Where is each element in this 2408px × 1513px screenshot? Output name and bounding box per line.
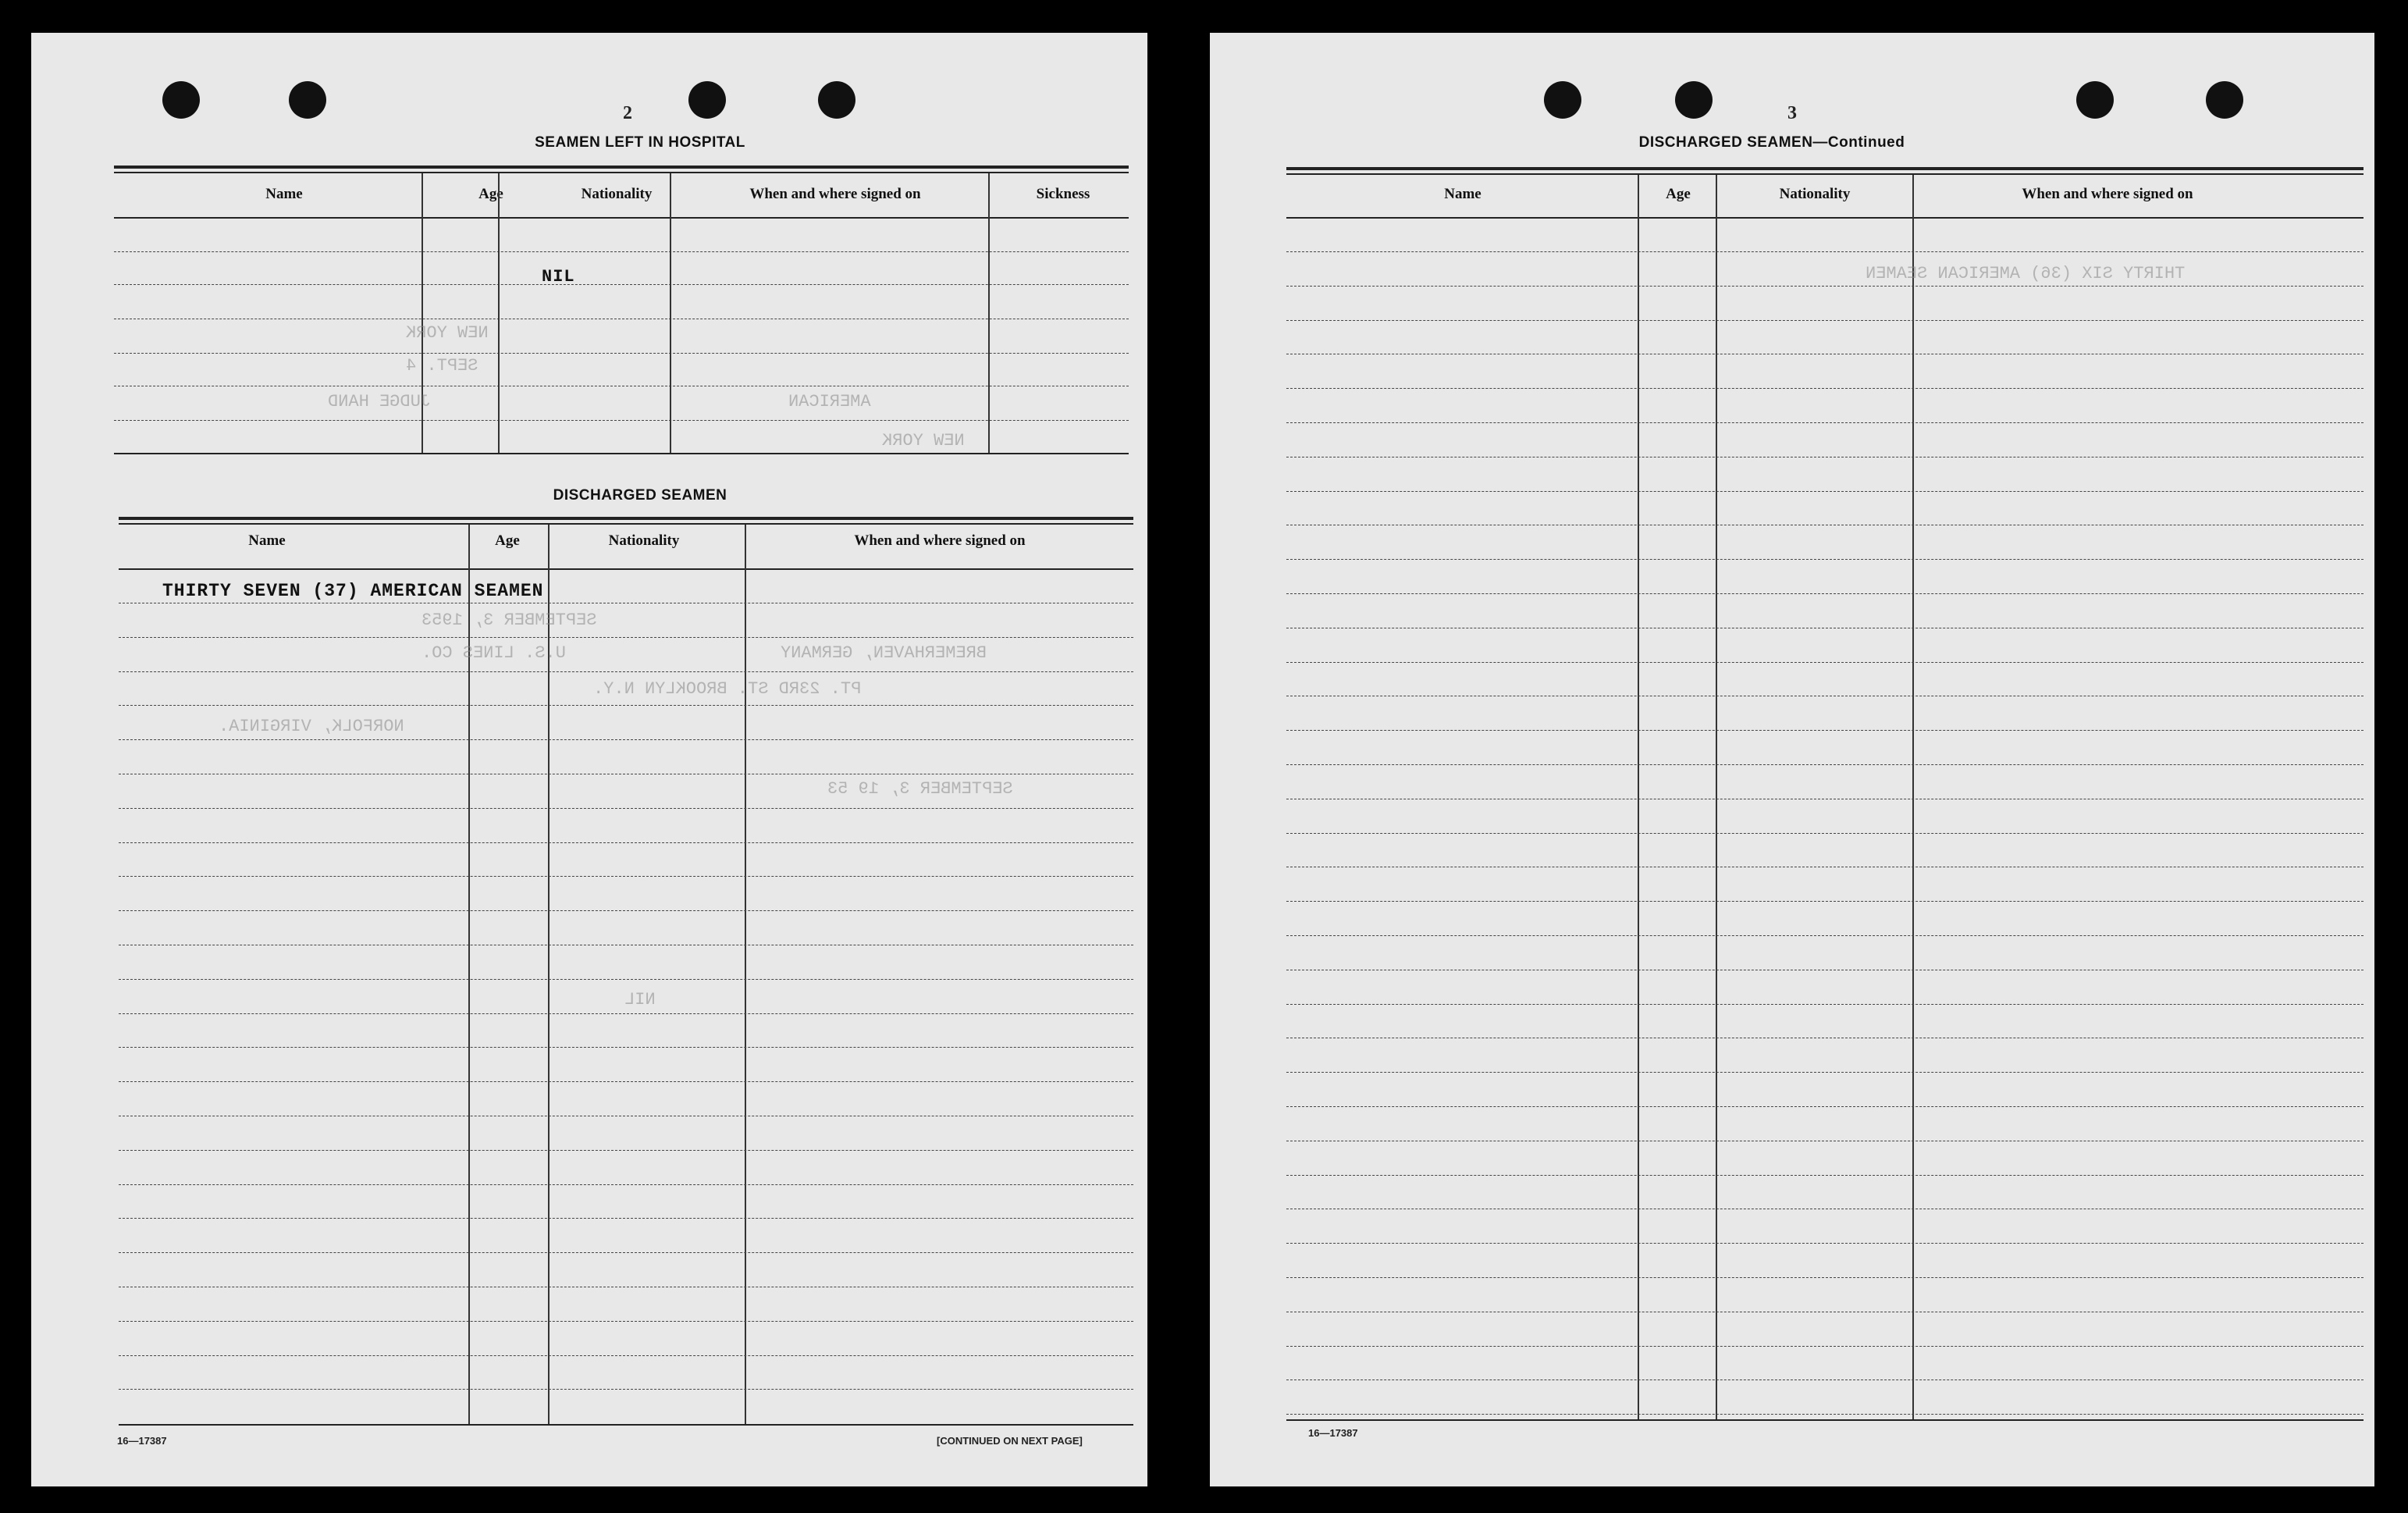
row-line: [119, 671, 1133, 672]
row-line: [1286, 730, 2364, 731]
hospital-title: SEAMEN LEFT IN HOSPITAL: [535, 134, 745, 151]
row-line: [1286, 491, 2364, 492]
row-line: [119, 842, 1133, 843]
continued-note: [CONTINUED ON NEXT PAGE]: [937, 1435, 1083, 1447]
col-divider: [1716, 175, 1717, 1419]
row-line: [1286, 1004, 2364, 1005]
col-age: Age: [495, 532, 520, 549]
row-line: [1286, 764, 2364, 765]
row-line: [119, 1184, 1133, 1185]
col-sickness: Sickness: [1036, 186, 1090, 202]
row-line: [1286, 320, 2364, 321]
table-rule: [119, 523, 1133, 525]
row-line: [1286, 1346, 2364, 1347]
row-line: [1286, 422, 2364, 423]
col-name: Name: [1444, 186, 1481, 202]
show-through-text: U.S. LINES CO.: [421, 643, 566, 663]
row-line: [1286, 593, 2364, 594]
row-line: [114, 420, 1129, 421]
form-number: 16—17387: [1308, 1427, 1358, 1439]
col-divider: [1912, 175, 1914, 1419]
row-line: [1286, 1106, 2364, 1107]
col-divider: [498, 173, 500, 453]
col-divider: [745, 525, 746, 1424]
col-name: Name: [248, 532, 286, 549]
show-through-text: NEW YORK: [882, 431, 965, 450]
col-when-where: When and where signed on: [854, 532, 1026, 549]
row-line: [114, 251, 1129, 252]
row-line: [119, 637, 1133, 638]
punch-hole: [688, 81, 726, 119]
row-line: [119, 1047, 1133, 1048]
row-line: [119, 1081, 1133, 1082]
punch-hole: [289, 81, 326, 119]
page-number: 2: [623, 103, 632, 123]
row-line: [1286, 388, 2364, 389]
col-nationality: Nationality: [608, 532, 680, 549]
row-line: [119, 1252, 1133, 1253]
row-line: [114, 284, 1129, 285]
table-rule: [1286, 1419, 2364, 1421]
table-rule: [1286, 173, 2364, 175]
row-line: [119, 739, 1133, 740]
row-line: [114, 353, 1129, 354]
row-line: [119, 1150, 1133, 1151]
table-rule: [119, 1424, 1133, 1426]
col-when-where: When and where signed on: [749, 186, 921, 202]
discharged-title: DISCHARGED SEAMEN: [553, 487, 727, 504]
row-line: [119, 808, 1133, 809]
show-through-text: NIL: [624, 990, 656, 1009]
right-page: [1210, 33, 2374, 1486]
show-through-text: NORFOLK, VIRGINIA.: [219, 717, 404, 736]
row-line: [1286, 1277, 2364, 1278]
table-rule: [114, 453, 1129, 454]
row-line: [1286, 1414, 2364, 1415]
show-through-text: PT. 23RD ST. BROOKLYN N.Y.: [593, 679, 862, 699]
col-age: Age: [478, 186, 503, 202]
col-divider: [1638, 175, 1639, 1419]
table-rule: [119, 568, 1133, 570]
table-rule: [114, 166, 1129, 169]
row-line: [1286, 901, 2364, 902]
row-line: [1286, 559, 2364, 560]
row-line: [1286, 1175, 2364, 1176]
col-divider: [988, 173, 990, 453]
row-line: [1286, 662, 2364, 663]
show-through-text: BREMERHAVEN, GERMANY: [781, 643, 987, 663]
row-line: [119, 1355, 1133, 1356]
show-through-text: NEW YORK: [406, 323, 489, 343]
col-when-where: When and where signed on: [2022, 186, 2193, 202]
punch-hole: [818, 81, 855, 119]
hospital-entry: NIL: [542, 267, 575, 287]
col-divider: [670, 173, 671, 453]
punch-hole: [2206, 81, 2243, 119]
left-page: [31, 33, 1147, 1486]
row-line: [1286, 251, 2364, 252]
show-through-text: SEPTEMBER 3, 1953: [421, 611, 597, 630]
punch-hole: [1544, 81, 1581, 119]
row-line: [119, 876, 1133, 877]
col-name: Name: [265, 186, 303, 202]
row-line: [1286, 1072, 2364, 1073]
row-line: [1286, 935, 2364, 936]
show-through-text: JUDGE HAND: [328, 392, 432, 411]
row-line: [119, 1218, 1133, 1219]
row-line: [119, 1389, 1133, 1390]
punch-hole: [2076, 81, 2114, 119]
table-rule: [119, 517, 1133, 520]
punch-hole: [1675, 81, 1713, 119]
form-number: 16—17387: [117, 1435, 167, 1447]
table-rule: [114, 217, 1129, 219]
show-through-text: AMERICAN: [788, 392, 871, 411]
table-rule: [1286, 167, 2364, 170]
row-line: [1286, 286, 2364, 287]
row-line: [119, 1013, 1133, 1014]
row-line: [119, 910, 1133, 911]
col-nationality: Nationality: [581, 186, 653, 202]
discharged-entry: THIRTY SEVEN (37) AMERICAN SEAMEN: [162, 581, 544, 601]
show-through-text: SEPT. 4: [406, 356, 478, 376]
table-rule: [114, 172, 1129, 173]
row-line: [119, 979, 1133, 980]
show-through-text: THIRTY SIX (36) AMERICAN SEAMEN: [1866, 264, 2186, 283]
col-age: Age: [1666, 186, 1691, 202]
page-number: 3: [1787, 103, 1797, 123]
table-rule: [1286, 217, 2364, 219]
row-line: [1286, 1243, 2364, 1244]
row-line: [119, 1321, 1133, 1322]
discharged-continued-title: DISCHARGED SEAMEN—Continued: [1638, 134, 1905, 151]
row-line: [1286, 833, 2364, 834]
row-line: [119, 705, 1133, 706]
col-nationality: Nationality: [1779, 186, 1851, 202]
show-through-text: SEPTEMBER 3, 19 53: [827, 779, 1013, 799]
punch-hole: [162, 81, 200, 119]
